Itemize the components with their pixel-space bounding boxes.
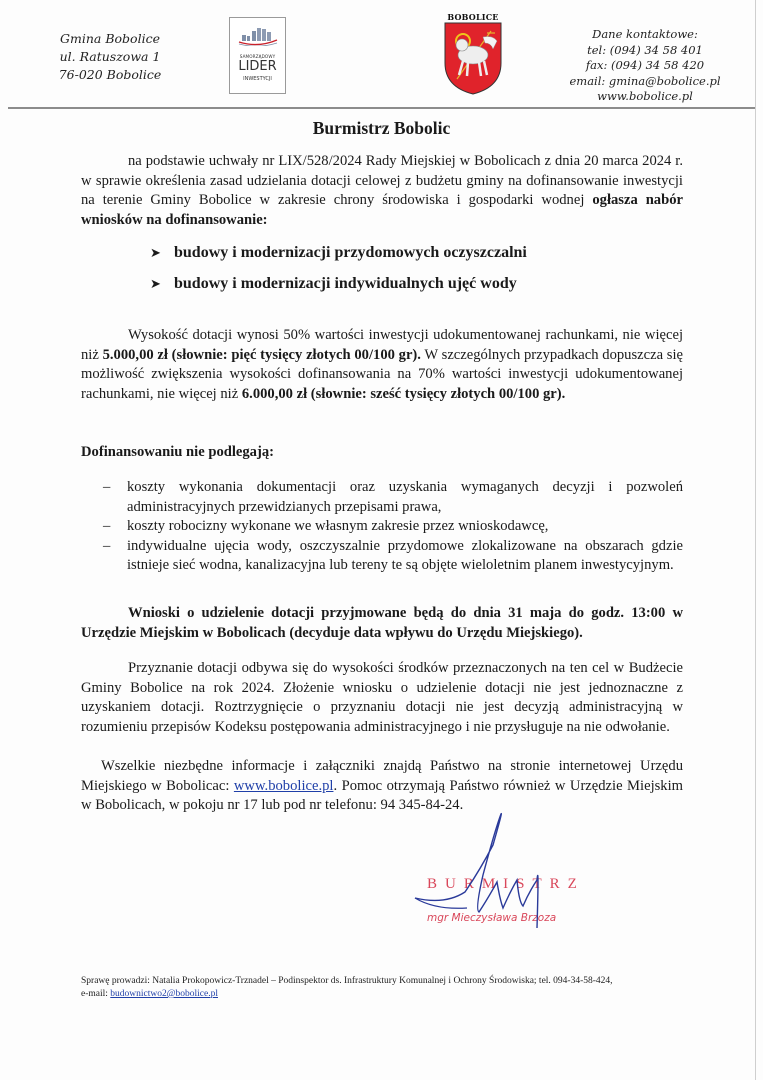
list-item-text: indywidualne ujęcia wody, oszczyszalnie przydomowe zlokalizowane na obszarach gdzie istnieje sieć wodna, kanalizacyjna lub tereny te są objęte wieloletnim planem inwestycyjnym. — [127, 537, 683, 573]
grant-info-paragraph — [81, 659, 683, 737]
dash-bullet-icon: – — [103, 537, 111, 554]
more-info-text: Wszelkie niezbędne informacje i załączniki znajdą Państwo na stronie internetowej Urzędu Miejskiego w Bobolicac: — [81, 758, 683, 794]
list-item — [103, 517, 683, 537]
intro-paragraph — [81, 152, 683, 230]
footer-email-line — [81, 988, 701, 1001]
contact-fax: fax: (094) 34 58 420 — [585, 58, 705, 72]
intro-text: na podstawie uchwały nr LIX/528/2024 Rady Miejskiej w Bobolicach z dnia 20 marca 2024 r. w sprawie określenia zasad udzielania dotacji celowej z budżetu gminy na dofinansowanie inwestycji na terenie Gminy Bobolice w zakresie chrony środowiska i gospodarki wodnej — [81, 153, 683, 208]
intro-bold-text: ogłasza nabór wniosków na dofinansowanie: — [81, 192, 683, 228]
amount-paragraph — [81, 326, 683, 404]
contact-email: email: gmina@bobolice.pl — [569, 73, 721, 88]
contact-heading: Dane kontaktowe: — [592, 27, 698, 41]
address-line: ul. Ratuszowa 1 — [59, 49, 161, 64]
list-item-text: budowy i modernizacji przydomowych oczyszczalni — [174, 244, 527, 261]
address-line: 76-020 Bobolice — [58, 67, 162, 82]
page-title: Burmistrz Bobolic — [312, 118, 451, 138]
list-item-text: budowy i modernizacji indywidualnych ujęć wody — [174, 275, 517, 292]
amount-bold-2: 6.000,00 zł (słownie: sześć tysięcy złotych 00/100 gr). — [241, 385, 566, 402]
stamp-title: BURMISTRZ — [427, 876, 585, 892]
crest-title: BOBOLICE — [447, 12, 499, 22]
exclusions-heading: Dofinansowaniu nie podlegają: — [81, 444, 274, 460]
address-line: Gmina Bobolice — [60, 31, 160, 46]
contact-website: www.bobolice.pl — [597, 89, 693, 103]
logo-text-bottom: INWESTYCJI — [243, 76, 272, 82]
arrow-bullet-icon: ➤ — [150, 245, 161, 260]
exclusions-list — [103, 478, 683, 576]
funding-scope-list — [150, 244, 670, 306]
contact-info — [540, 27, 750, 105]
stamp-name: mgr Mieczysława Brzoza — [427, 912, 557, 924]
logo-text-top: SAMORZĄDOWY — [239, 54, 276, 59]
deadline-text: Wnioski o udzielenie dotacji przyjmowane będą do dnia 31 maja do godz. 13:00 w Urzędzie Miejskim w Bobolicach (decyduje data wpływu do Urzędu Miejskiego). — [81, 605, 683, 641]
dash-bullet-icon: – — [103, 479, 111, 495]
list-item — [103, 478, 683, 517]
logo-text-main: LIDER — [238, 59, 277, 74]
footer-line: Sprawę prowadzi: Natalia Prokopowicz-Trznadel – Podinspektor ds. Infrastruktury Komunalnej i Ochrony Środowiska; tel. 094-34-58-424, — [81, 976, 613, 986]
footer-email-link[interactable]: budownictwo2@bobolice.pl — [110, 989, 218, 999]
header-divider — [8, 107, 755, 109]
website-link[interactable]: www.bobolice.pl — [233, 777, 334, 794]
lider-inwestycji-logo — [229, 17, 286, 94]
contact-phone: tel: (094) 34 58 401 — [587, 42, 703, 57]
list-item — [103, 537, 683, 576]
municipality-address — [30, 30, 190, 84]
handwritten-signature-icon — [405, 800, 605, 950]
footer-email-label: e-mail: — [81, 989, 111, 999]
list-item-text: koszty robocizny wykonane we własnym zakresie przez wnioskodawcę, — [127, 518, 549, 534]
list-item-text: koszty wykonania dokumentacji oraz uzyskania wymaganych decyzji i pozwoleń administracyjnych przewidzianych przepisami prawa, — [127, 479, 683, 515]
amount-text-2: W szczególnych przypadkach dopuszcza się możliwość zwiększenia wysokości dofinansowania na 70% wartości inwestycji udokumentowanej rachunkami, nie więcej niż — [81, 346, 683, 402]
list-item — [150, 244, 670, 275]
page-edge-line — [755, 0, 756, 1080]
buildings-icon — [238, 26, 278, 46]
more-info-text-2: . Pomoc otrzymają Państwo również w Urzędzie Miejskim w Bobolicach, w pokoju nr 17 lub pod nr telefonu: 94 345-84-24. — [81, 777, 684, 813]
bobolice-coat-of-arms-icon — [443, 21, 503, 96]
deadline-paragraph — [81, 604, 683, 643]
dash-bullet-icon: – — [103, 518, 111, 534]
amount-text: Wysokość dotacji wynosi 50% wartości inwestycji udokumentowanej rachunkami, nie więcej niż — [81, 327, 683, 363]
grant-info-text: Przyznanie dotacji odbywa się do wysokości środków przeznaczonych na ten cel w Budżecie Gminy Bobolice na rok 2024. Złożenie wniosku o udzielenie dotacji nie jest jednoznaczne z uzyskaniem dotacji. Roztrzygnięcie o przyznaniu dotacji nie jest decyzją administracyjną w rozumieniu przepisów Kodeksu postępowania administracyjnego i nie przysługuje na nie odwołanie. — [81, 660, 683, 735]
footer-contact — [81, 975, 701, 1001]
amount-bold-1: 5.000,00 zł (słownie: pięć tysięcy złotych 00/100 gr). — [102, 346, 421, 363]
list-item — [150, 275, 670, 306]
arrow-bullet-icon: ➤ — [150, 276, 161, 291]
